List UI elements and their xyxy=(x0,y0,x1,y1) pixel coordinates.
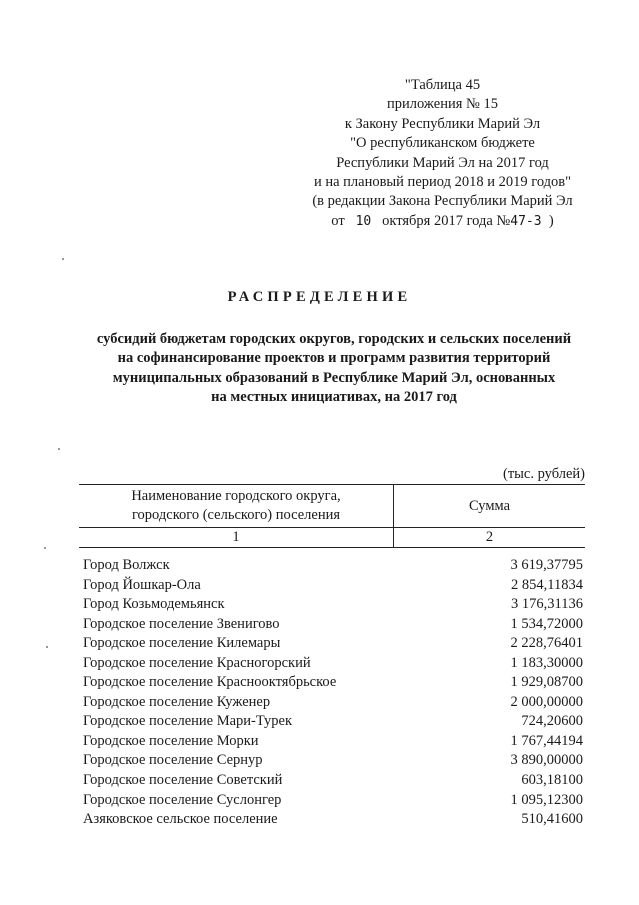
column-number-row xyxy=(79,527,585,547)
amendment-suffix: ) xyxy=(548,212,554,229)
table-row xyxy=(83,771,583,791)
column-number-1: 1 xyxy=(79,528,394,547)
row-name: Городское поселение Звенигово xyxy=(83,615,280,632)
table-row xyxy=(83,791,583,811)
row-name: Городское поселение Килемары xyxy=(83,635,281,652)
document-subtitle xyxy=(60,330,608,408)
header-line: "О республиканском бюджете xyxy=(350,135,535,152)
row-name: Городское поселение Суслонгер xyxy=(83,791,282,808)
subtitle-line: на местных инициативах, на 2017 год xyxy=(211,389,457,406)
table-body xyxy=(83,556,583,830)
table-row xyxy=(83,556,583,576)
header-row xyxy=(79,485,585,527)
row-name: Городское поселение Куженер xyxy=(83,693,271,710)
amendment-day: 10 xyxy=(355,213,372,229)
row-amount: 1 183,30000 xyxy=(510,654,583,671)
row-name: Город Козьмодемьянск xyxy=(83,596,225,613)
amendment-prefix: от xyxy=(331,212,345,229)
header-line: Республики Марий Эл на 2017 год xyxy=(336,154,549,171)
row-name: Городское поселение Красноoктябрьское xyxy=(83,674,337,691)
row-name: Городское поселение Красногорский xyxy=(83,654,311,671)
column-header-line: городского (сельского) поселения xyxy=(131,507,341,523)
table-row xyxy=(83,595,583,615)
column-number-2: 2 xyxy=(485,529,494,545)
row-amount: 1 095,12300 xyxy=(510,791,583,808)
amendment-number: 47-З xyxy=(510,213,542,229)
table-row xyxy=(83,654,583,674)
appendix-header xyxy=(300,76,585,231)
column-header-line: Наименование городского округа, xyxy=(131,488,341,504)
amendment-line xyxy=(300,212,585,231)
row-name: Азяковское сельское поселение xyxy=(83,811,278,828)
header-line: и на плановый период 2018 и 2019 годов" xyxy=(313,174,572,191)
header-line: приложения № 15 xyxy=(387,96,498,113)
amendment-middle: октября 2017 года № xyxy=(382,212,511,229)
scan-speck xyxy=(44,547,46,549)
row-amount: 2 854,11834 xyxy=(511,576,583,593)
subtitle-line: на софинансирование проектов и программ развития территорий xyxy=(117,350,551,367)
row-amount: 510,41600 xyxy=(521,811,583,828)
row-amount: 724,20600 xyxy=(521,713,583,730)
row-name: Городское поселение Сернур xyxy=(83,752,263,769)
table-row xyxy=(83,712,583,732)
row-name: Городское поселение Морки xyxy=(83,732,259,749)
row-amount: 3 619,37795 xyxy=(510,557,583,573)
document-title: РАСПРЕДЕЛЕНИЕ xyxy=(227,289,412,305)
table-row xyxy=(83,634,583,654)
scan-speck xyxy=(62,258,64,260)
column-header-sum: Сумма xyxy=(468,497,511,514)
row-amount: 1 767,44194 xyxy=(510,732,583,749)
row-name: Город Волжск xyxy=(83,557,170,573)
table-row xyxy=(83,615,583,635)
table-row xyxy=(83,673,583,693)
table-row xyxy=(83,576,583,596)
table-header xyxy=(79,484,585,548)
units-label: (тыс. рублей) xyxy=(503,466,585,482)
subtitle-line: субсидий бюджетам городских округов, городских и сельских поселений xyxy=(96,331,572,347)
header-line: (в редакции Закона Республики Марий Эл xyxy=(312,193,573,210)
table-row xyxy=(83,732,583,752)
row-amount: 2 000,00000 xyxy=(510,693,583,710)
row-amount: 2 228,76401 xyxy=(510,635,583,652)
subtitle-line: муниципальных образований в Республике Марий Эл, основанных xyxy=(112,369,556,386)
scan-speck xyxy=(58,448,60,450)
row-name: Город Йошкар-Ола xyxy=(83,576,201,593)
header-line: "Таблица 45 xyxy=(404,77,481,93)
row-amount: 603,18100 xyxy=(521,772,583,789)
table-row xyxy=(83,751,583,771)
row-name: Городское поселение Мари-Турек xyxy=(83,713,293,730)
row-amount: 3 890,00000 xyxy=(510,752,583,769)
scan-speck xyxy=(46,646,48,648)
table-row xyxy=(83,810,583,830)
table-row xyxy=(83,693,583,713)
row-name: Городское поселение Советский xyxy=(83,772,283,789)
row-amount: 3 176,31136 xyxy=(511,596,583,613)
header-line: к Закону Республики Марий Эл xyxy=(344,115,541,132)
row-amount: 1 929,08700 xyxy=(510,674,583,691)
column-header-name xyxy=(79,485,394,527)
row-amount: 1 534,72000 xyxy=(510,615,583,632)
